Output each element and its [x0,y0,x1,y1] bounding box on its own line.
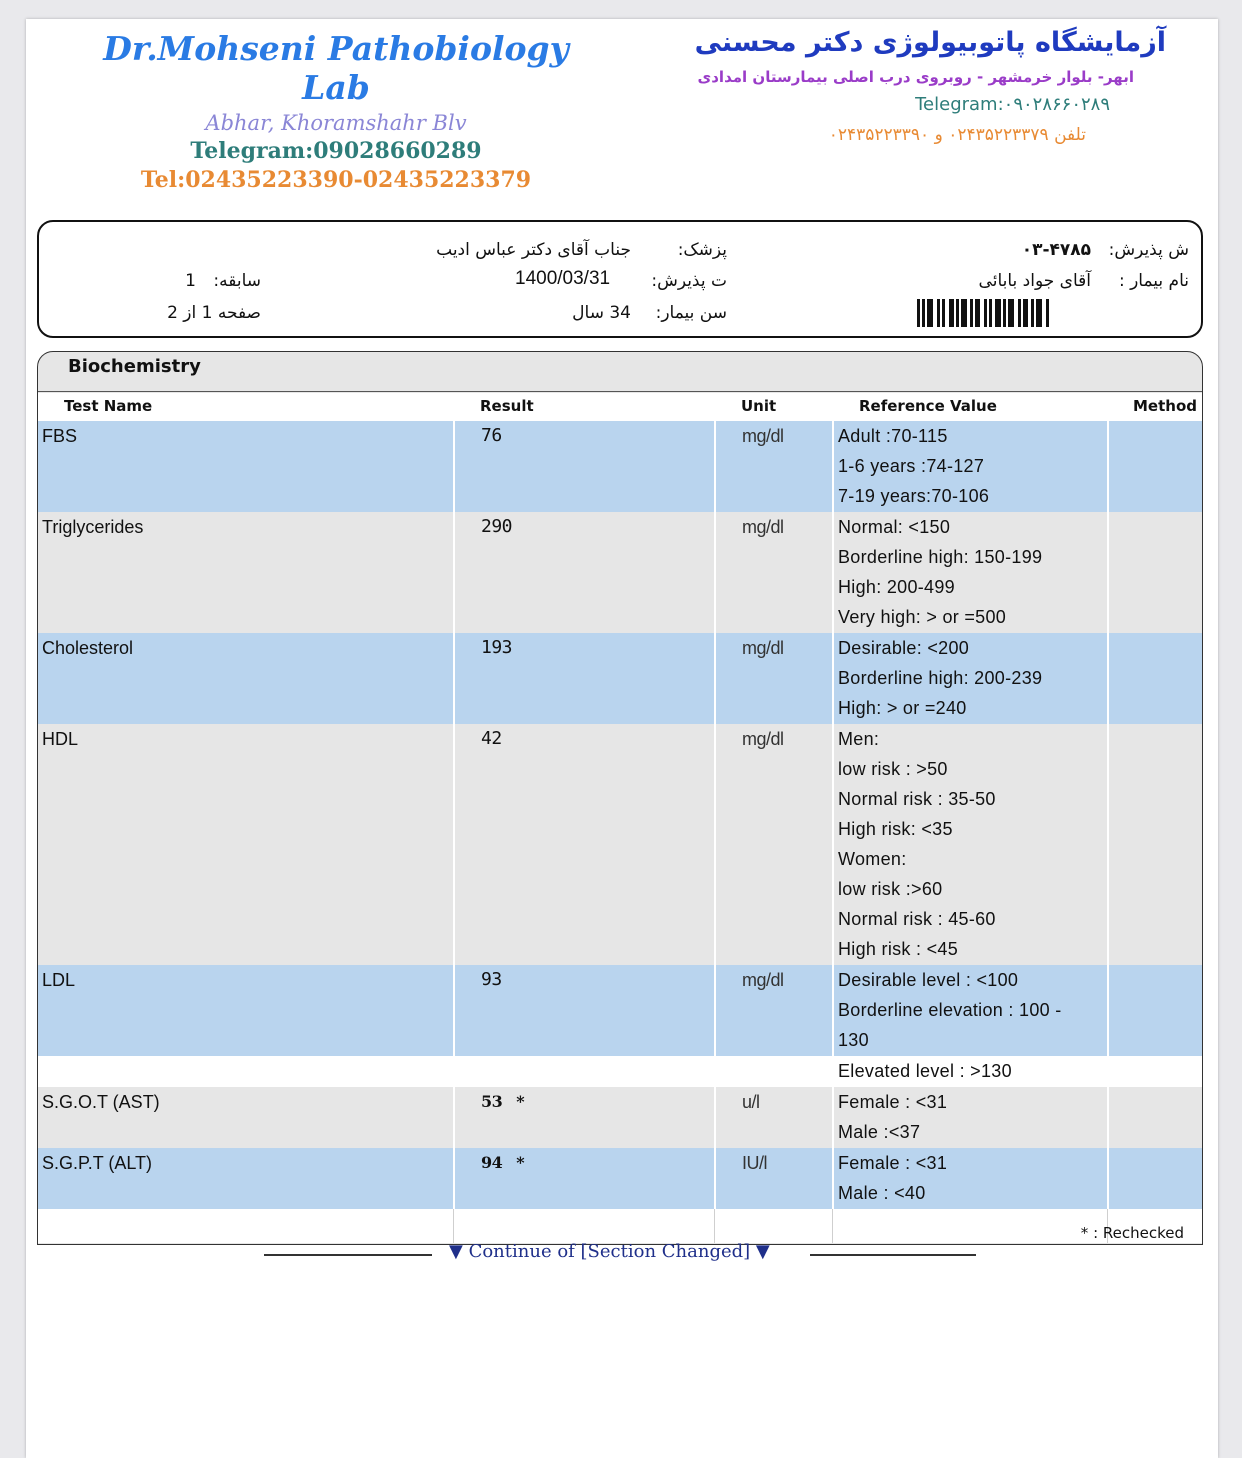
reference-line: Normal risk : 35-50 [838,789,996,809]
column-divider [832,1209,833,1243]
column-divider [832,1148,834,1209]
column-divider [453,1209,454,1243]
column-divider [1107,512,1109,633]
column-divider [1107,633,1109,724]
test-name: S.G.P.T (ALT) [42,1153,153,1173]
reference-line: 1-6 years :74-127 [838,456,985,476]
column-divider [714,512,716,633]
col-unit: Unit [741,397,777,415]
test-name: Cholesterol [42,638,134,658]
reference-value [838,1148,947,1208]
reception-no: ۰۳-۴۷۸۵ [1021,240,1091,260]
column-divider [453,633,455,724]
test-result [481,965,502,995]
results-panel [37,351,1203,1245]
lab-tel-fa: تلفن ۰۲۴۳۵۲۲۳۳۷۹ و ۰۲۴۳۵۲۲۳۳۹۰ [828,125,1086,145]
column-divider [714,421,716,512]
result-value: 193 [481,637,513,658]
test-result [481,1087,524,1117]
lab-address-en: Abhar, Khoramshahr Blv [205,111,467,135]
col-method: Method [1133,397,1197,415]
reference-value [838,724,996,964]
reference-line: Male :<37 [838,1122,921,1142]
test-name: FBS [42,426,78,446]
test-unit: IU/l [742,1153,767,1173]
result-value: 42 [481,728,502,749]
reference-overflow-row [38,1056,1202,1087]
rechecked-footnote: * : Rechecked [1080,1224,1184,1242]
date-label: ت پذیرش: [651,271,727,291]
table-row [38,512,1202,633]
table-row [38,1087,1202,1148]
reference-value [838,965,1062,1055]
age-label: سن بیمار: [655,303,727,323]
reference-value [838,421,989,511]
reference-line: Desirable level : <100 [838,970,1019,990]
barcode [917,299,1083,327]
test-unit: u/l [742,1092,760,1112]
doctor-name: جناب آقای دکتر عباس ادیب [436,240,631,260]
test-name: LDL [42,970,76,990]
continue-line-left [264,1254,432,1256]
result-value: 94 [481,1153,503,1172]
reference-line: 130 [838,1030,869,1050]
column-divider [453,421,455,512]
reception-no-label: ش پذیرش: [1108,240,1189,260]
column-divider [453,512,455,633]
lab-name-en: Dr.Mohseni Pathobiology Lab [103,29,569,107]
patient-info-box [37,220,1203,338]
reference-line: Borderline elevation : 100 - [838,1000,1062,1020]
column-divider [832,421,834,512]
reference-line: Normal risk : 45-60 [838,909,996,929]
lab-telegram-fa: Telegram:۰۹۰۲۸۶۶۰۲۸۹ [915,94,1110,115]
reference-value [838,1087,947,1147]
test-unit: mg/dl [742,729,784,749]
col-reference: Reference Value [859,397,997,415]
reference-line: Men: [838,729,880,749]
result-value: 53 [481,1092,503,1111]
column-divider [453,1148,455,1209]
header-divider [38,391,1202,392]
reference-line: Women: [838,849,907,869]
reference-line: Adult :70-115 [838,426,948,446]
reference-line: High risk: <35 [838,819,953,839]
lab-address-fa: ابهر- بلوار خرمشهر - روبروی درب اصلی بیمارستان امدادی [697,68,1134,86]
column-divider [832,1087,834,1148]
page-indicator: صفحه 1 از 2 [167,303,261,323]
reference-line: Very high: > or =500 [838,607,1007,627]
column-divider [1107,1148,1109,1209]
test-name: S.G.O.T (AST) [42,1092,160,1112]
test-result [481,1148,524,1178]
table-row [38,633,1202,724]
table-tail [38,1209,1202,1243]
table-row [38,724,1202,965]
reference-line: High: > or =240 [838,698,967,718]
test-result [481,633,512,663]
test-unit: mg/dl [742,517,784,537]
col-test-name-text: Test Name [64,397,153,415]
result-value: 93 [481,969,502,990]
column-divider [714,965,716,1056]
table-row [38,1148,1202,1209]
column-divider [1107,724,1109,965]
patient-name-label: نام بیمار : [1118,271,1189,291]
column-divider [453,724,455,965]
column-divider [714,1209,715,1243]
result-value: 290 [481,516,513,537]
reference-line: Desirable: <200 [838,638,970,658]
table-row [38,965,1202,1056]
reference-value [838,512,1042,632]
column-divider [453,965,455,1056]
reference-line: Female : <31 [838,1092,948,1112]
test-result [481,512,512,542]
column-divider [1107,1087,1109,1148]
column-divider [832,512,834,633]
reference-line: Male : <40 [838,1183,926,1203]
test-unit: mg/dl [742,426,784,446]
reception-date: 1400/03/31 [515,268,611,289]
doctor-label: پزشک: [677,240,727,260]
reference-overflow-line: Elevated level : >130 [838,1061,1012,1081]
reference-line: High risk : <45 [838,939,959,959]
test-unit: mg/dl [742,638,784,658]
recheck-flag: * [516,1092,525,1111]
header-english [86,29,586,193]
column-divider [714,633,716,724]
col-result: Result [480,397,534,415]
column-divider [453,1087,455,1148]
lab-tel-en: Tel:02435223390-02435223379 [140,167,532,193]
reference-line: 7-19 years:70-106 [838,486,990,506]
table-row [38,421,1202,512]
column-divider [832,724,834,965]
test-name: Triglycerides [42,517,144,537]
column-divider [1107,421,1109,512]
test-result [481,724,502,754]
reference-line: Normal: <150 [838,517,951,537]
column-divider [714,1087,716,1148]
results-table [38,421,1202,1243]
column-divider [1107,965,1109,1056]
result-value: 76 [481,425,502,446]
reference-line: Borderline high: 200-239 [838,668,1043,688]
lab-name-fa: آزمایشگاه پاتوبیولوژی دکتر محسنی [694,27,1166,58]
test-result [481,421,502,451]
reference-value [838,633,1042,723]
lab-telegram-en: Telegram:09028660289 [190,138,482,164]
col-header-bg [38,393,1202,421]
history-value: 1 [185,271,196,291]
reference-line: Female : <31 [838,1153,948,1173]
column-divider [832,965,834,1056]
section-title: Biochemistry [68,356,201,377]
continue-text: ▼ Continue of [Section Changed] ▼ [449,1241,770,1262]
reference-line: High: 200-499 [838,577,955,597]
header-persian [666,27,1166,145]
column-divider [832,633,834,724]
reference-line: Borderline high: 150-199 [838,547,1043,567]
test-name: HDL [42,729,79,749]
patient-name: آقای جواد بابائی [978,271,1091,291]
history-label: سابقه: [213,271,261,291]
column-divider [714,724,716,965]
test-unit: mg/dl [742,970,784,990]
continue-line-right [810,1254,976,1256]
column-divider [714,1148,716,1209]
continue-marker [264,1241,974,1271]
patient-age: 34 سال [572,303,631,323]
reference-line: low risk : >50 [838,759,948,779]
report-page [26,19,1218,1458]
reference-line: low risk :>60 [838,879,943,899]
recheck-flag: * [516,1153,525,1172]
